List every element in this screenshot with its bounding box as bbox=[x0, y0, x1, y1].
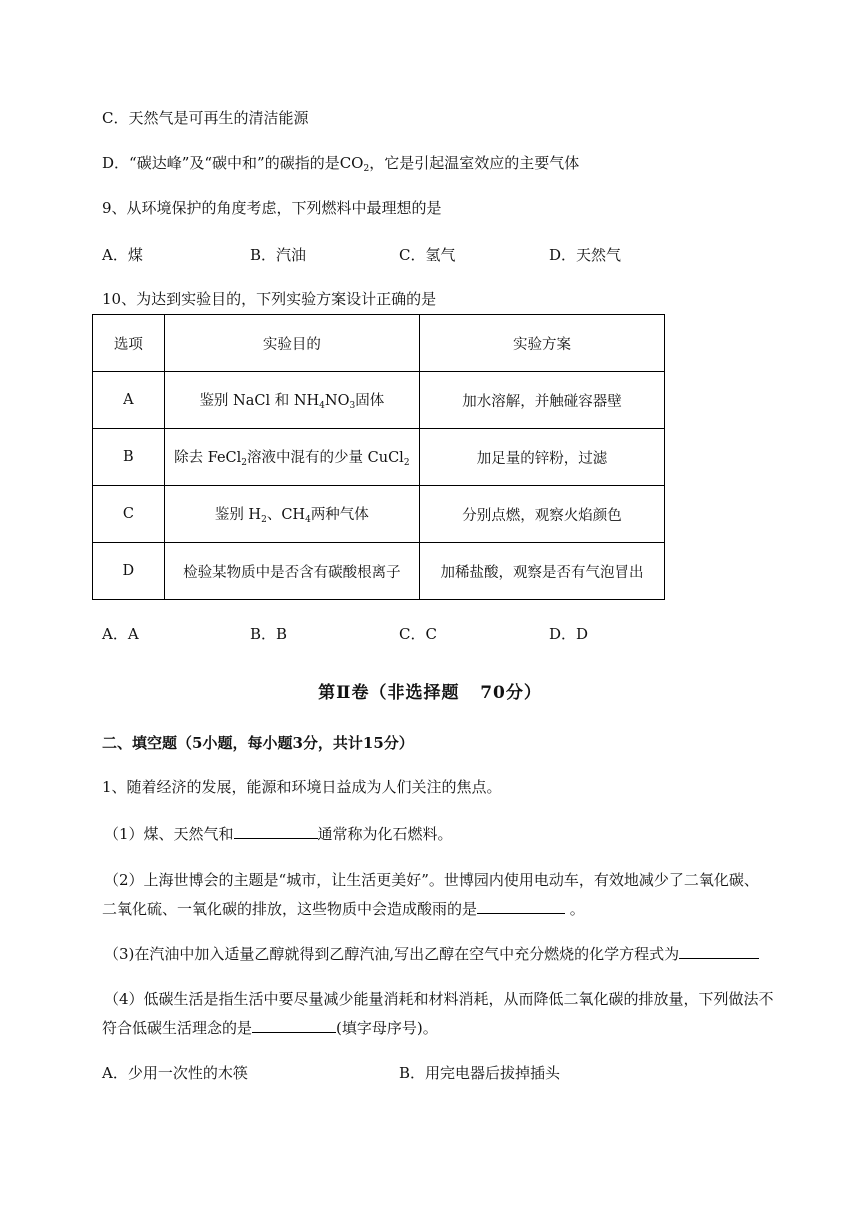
table-row bbox=[93, 543, 665, 600]
answer-blank[interactable] bbox=[477, 899, 565, 914]
q9-option-d: D．天然气 bbox=[549, 246, 622, 264]
fill-q1-part2-line1: （2）上海世博会的主题是“城市，让生活更美好”。世博园内使用电动车，有效地减少了二氧化碳、 bbox=[104, 871, 759, 889]
purpose-text: 除去 FeCl bbox=[174, 450, 242, 466]
part4-text-end: (填字母序号)。 bbox=[336, 1019, 438, 1037]
purpose-text: 鉴别 H bbox=[214, 507, 262, 523]
fill-q1-part4-line2 bbox=[102, 1018, 438, 1038]
header-option: 选项 bbox=[93, 315, 165, 372]
row-option: A bbox=[93, 372, 165, 429]
subscript: 4 bbox=[319, 401, 325, 411]
purpose-text: 溶液中混有的少量 CuCl bbox=[247, 450, 404, 466]
row-plan: 加稀盐酸，观察是否有气泡冒出 bbox=[419, 543, 664, 600]
q10-option-c: C．C bbox=[399, 625, 437, 643]
fill-q1-stem: 1、随着经济的发展，能源和环境日益成为人们关注的焦点。 bbox=[102, 778, 502, 796]
part3-text: （3)在汽油中加入适量乙醇就得到乙醇汽油,写出乙醇在空气中充分燃烧的化学方程式为 bbox=[104, 945, 680, 963]
section-heading: 二、填空题（5小题，每小题3分，共计15分） bbox=[102, 734, 414, 752]
subscript: 2 bbox=[241, 458, 248, 468]
part1-text-end: 通常称为化石燃料。 bbox=[317, 825, 453, 843]
row-plan: 加足量的锌粉，过滤 bbox=[419, 429, 664, 486]
experiment-table bbox=[92, 314, 665, 600]
purpose-text: 固体 bbox=[355, 393, 385, 409]
answer-blank[interactable] bbox=[252, 1018, 336, 1033]
subscript: 2 bbox=[403, 458, 410, 468]
q8-option-c: C．天然气是可再生的清洁能源 bbox=[102, 109, 309, 127]
header-plan: 实验方案 bbox=[419, 315, 664, 372]
fill-q1-part2-line2 bbox=[102, 899, 585, 919]
table-row bbox=[93, 429, 665, 486]
q10-stem: 10、为达到实验目的，下列实验方案设计正确的是 bbox=[102, 290, 437, 308]
row-option: B bbox=[93, 429, 165, 486]
subscript: 3 bbox=[349, 401, 356, 411]
purpose-text: 、CH bbox=[266, 507, 306, 523]
section-title: 第Ⅱ卷（非选择题 70分） bbox=[318, 683, 542, 703]
part4-text: 符合低碳生活理念的是 bbox=[102, 1019, 253, 1037]
purpose-text: 鉴别 NaCl 和 NH bbox=[199, 393, 320, 409]
fill-q1-part4-line1: （4）低碳生活是指生活中要尽量减少能量消耗和材料消耗，从而降低二氧化碳的排放量，下列做法不 bbox=[104, 990, 774, 1008]
purpose-text: NO bbox=[324, 393, 350, 409]
row-option: D bbox=[93, 543, 165, 600]
q10-option-a: A．A bbox=[102, 625, 139, 643]
answer-blank[interactable] bbox=[679, 944, 759, 959]
row-plan: 加水溶解，并触碰容器壁 bbox=[419, 372, 664, 429]
q8-option-d bbox=[102, 153, 579, 179]
subscript: 2 bbox=[261, 515, 267, 525]
row-purpose bbox=[164, 429, 419, 486]
q10-option-d: D．D bbox=[549, 625, 589, 643]
fill-option-a: A．少用一次性的木筷 bbox=[102, 1064, 248, 1082]
table-header-row bbox=[93, 315, 665, 372]
row-purpose: 检验某物质中是否含有碳酸根离子 bbox=[164, 543, 419, 600]
q10-options bbox=[102, 624, 802, 644]
part2-text: 二氧化硫、一氧化碳的排放，这些物质中会造成酸雨的是 bbox=[102, 900, 478, 918]
row-purpose bbox=[164, 486, 419, 543]
q9-stem: 9、从环境保护的角度考虑，下列燃料中最理想的是 bbox=[102, 199, 442, 217]
part1-text: （1）煤、天然气和 bbox=[104, 825, 234, 843]
table-row bbox=[93, 486, 665, 543]
q9-option-a: A．煤 bbox=[102, 246, 143, 264]
part2-text-end: 。 bbox=[565, 900, 585, 918]
purpose-text: 两种气体 bbox=[310, 507, 369, 523]
q8-option-d-text: D．“碳达峰”及“碳中和”的碳指的是CO bbox=[102, 154, 364, 172]
fill-option-b: B．用完电器后拔掉插头 bbox=[399, 1064, 561, 1082]
q10-option-b: B．B bbox=[250, 625, 288, 643]
subscript: 4 bbox=[305, 515, 311, 525]
q9-option-b: B．汽油 bbox=[250, 246, 307, 264]
fill-q1-options bbox=[102, 1063, 802, 1083]
row-purpose bbox=[164, 372, 419, 429]
header-purpose: 实验目的 bbox=[164, 315, 419, 372]
row-plan: 分别点燃，观察火焰颜色 bbox=[419, 486, 664, 543]
co2-subscript: 2 bbox=[363, 164, 370, 174]
fill-q1-part1 bbox=[104, 824, 453, 844]
q9-options bbox=[102, 245, 802, 265]
row-option: C bbox=[93, 486, 165, 543]
answer-blank[interactable] bbox=[234, 824, 318, 839]
table-row bbox=[93, 372, 665, 429]
fill-q1-part3 bbox=[104, 944, 759, 964]
q9-option-c: C．氢气 bbox=[399, 246, 456, 264]
q8-option-d-text-end: ，它是引起温室效应的主要气体 bbox=[369, 154, 580, 172]
